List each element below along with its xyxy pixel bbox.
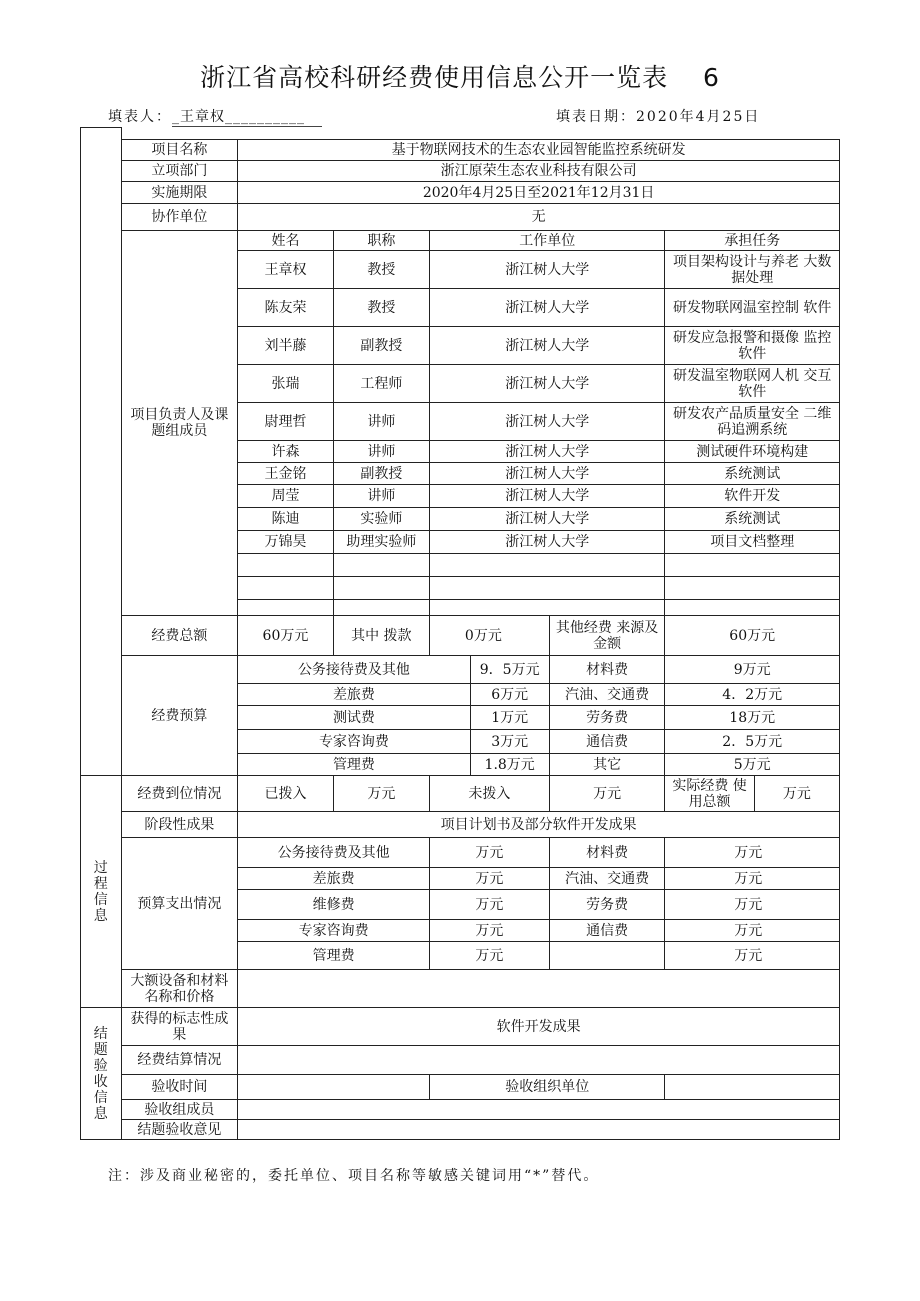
member-task: 项目文档整理 bbox=[665, 531, 840, 554]
member-unit: 浙江树人大学 bbox=[430, 441, 665, 463]
member-empty bbox=[333, 600, 429, 616]
date-line bbox=[556, 106, 760, 126]
spend-amount: 万元 bbox=[430, 838, 550, 868]
member-task: 项目架构设计与养老 大数据处理 bbox=[665, 251, 840, 289]
member-empty bbox=[238, 554, 333, 577]
member-title: 副教授 bbox=[333, 327, 429, 365]
paid-unit: 万元 bbox=[333, 776, 429, 812]
date-label: 填表日期： bbox=[556, 109, 636, 125]
member-unit: 浙江树人大学 bbox=[430, 327, 665, 365]
closing-side-text: 结 题 验 收 信 息 bbox=[93, 1025, 108, 1122]
budget-item: 其它 bbox=[549, 754, 665, 776]
member-title: 助理实验师 bbox=[333, 531, 429, 554]
member-title: 讲师 bbox=[333, 403, 429, 441]
budget-amount: 9．5万元 bbox=[470, 656, 549, 684]
member-title: 教授 bbox=[333, 251, 429, 289]
coop-label: 协作单位 bbox=[121, 204, 238, 231]
opinion-value bbox=[238, 1120, 840, 1140]
spend-item: 通信费 bbox=[549, 920, 665, 942]
accept-members-label: 验收组成员 bbox=[121, 1100, 238, 1120]
member-task: 软件开发 bbox=[665, 485, 840, 508]
member-empty bbox=[665, 600, 840, 616]
spend-item: 差旅费 bbox=[238, 868, 430, 890]
spend-amount: 万元 bbox=[665, 838, 840, 868]
stage-value: 项目计划书及部分软件开发成果 bbox=[238, 812, 840, 838]
spend-item: 专家咨询费 bbox=[238, 920, 430, 942]
spend-item: 材料费 bbox=[549, 838, 665, 868]
arrival-label: 经费到位情况 bbox=[121, 776, 238, 812]
unpaid-unit: 万元 bbox=[549, 776, 665, 812]
accept-members-value bbox=[238, 1100, 840, 1120]
member-unit: 浙江树人大学 bbox=[430, 365, 665, 403]
member-task: 系统测试 bbox=[665, 508, 840, 531]
member-name: 尉理哲 bbox=[238, 403, 333, 441]
member-title: 教授 bbox=[333, 289, 429, 327]
budget-item: 测试费 bbox=[238, 706, 470, 730]
total-label: 经费总额 bbox=[121, 616, 238, 656]
other-label: 其他经费 来源及金额 bbox=[549, 616, 665, 656]
budget-amount: 6万元 bbox=[470, 684, 549, 706]
budget-amount: 1万元 bbox=[470, 706, 549, 730]
member-task: 研发农产品质量安全 二维码追溯系统 bbox=[665, 403, 840, 441]
filler-line bbox=[108, 106, 322, 127]
result-label: 获得的标志性成果 bbox=[121, 1008, 238, 1046]
member-header-unit: 工作单位 bbox=[430, 231, 665, 251]
alloc-value: 0万元 bbox=[430, 616, 550, 656]
spend-amount: 万元 bbox=[665, 868, 840, 890]
member-name: 许森 bbox=[238, 441, 333, 463]
equip-label: 大额设备和材料名称和价格 bbox=[121, 970, 238, 1008]
dept-value: 浙江原荣生态农业科技有限公司 bbox=[238, 161, 840, 182]
member-task: 研发温室物联网人机 交互软件 bbox=[665, 365, 840, 403]
time-label: 验收时间 bbox=[121, 1075, 238, 1100]
spacer-cell bbox=[121, 128, 839, 140]
member-title: 工程师 bbox=[333, 365, 429, 403]
budget-item: 管理费 bbox=[238, 754, 470, 776]
member-empty bbox=[665, 577, 840, 600]
actual-unit: 万元 bbox=[754, 776, 839, 812]
spend-item: 管理费 bbox=[238, 942, 430, 970]
equip-value bbox=[238, 970, 840, 1008]
budget-amount: 2．5万元 bbox=[665, 730, 840, 754]
member-name: 周莹 bbox=[238, 485, 333, 508]
settle-label: 经费结算情况 bbox=[121, 1046, 238, 1075]
members-label: 项目负责人及课题组成员 bbox=[121, 231, 238, 616]
other-value: 60万元 bbox=[665, 616, 840, 656]
project-name: 基于物联网技术的生态农业园智能监控系统研发 bbox=[238, 140, 840, 161]
budget-amount: 5万元 bbox=[665, 754, 840, 776]
member-name: 陈迪 bbox=[238, 508, 333, 531]
filler-label: 填表人： bbox=[108, 109, 172, 125]
date-value: 2020年4月25日 bbox=[636, 109, 761, 125]
spend-amount: 万元 bbox=[665, 920, 840, 942]
total-value: 60万元 bbox=[238, 616, 333, 656]
member-title: 讲师 bbox=[333, 485, 429, 508]
org-value bbox=[665, 1075, 840, 1100]
member-unit: 浙江树人大学 bbox=[430, 289, 665, 327]
spend-amount: 万元 bbox=[430, 920, 550, 942]
member-header-name: 姓名 bbox=[238, 231, 333, 251]
process-side-text: 过 程 信 息 bbox=[93, 859, 108, 924]
member-empty bbox=[430, 600, 665, 616]
member-name: 张瑞 bbox=[238, 365, 333, 403]
member-empty bbox=[333, 577, 429, 600]
member-title: 副教授 bbox=[333, 463, 429, 485]
member-name: 刘半藤 bbox=[238, 327, 333, 365]
actual-label: 实际经费 使用总额 bbox=[665, 776, 754, 812]
member-unit: 浙江树人大学 bbox=[430, 403, 665, 441]
budget-item: 劳务费 bbox=[549, 706, 665, 730]
member-empty bbox=[333, 554, 429, 577]
opinion-label: 结题验收意见 bbox=[121, 1120, 238, 1140]
member-title: 讲师 bbox=[333, 441, 429, 463]
settle-value bbox=[238, 1046, 840, 1075]
member-name: 万锦昊 bbox=[238, 531, 333, 554]
budget-item: 通信费 bbox=[549, 730, 665, 754]
member-empty bbox=[238, 600, 333, 616]
member-task: 研发物联网温室控制 软件 bbox=[665, 289, 840, 327]
member-empty bbox=[430, 577, 665, 600]
budget-amount: 3万元 bbox=[470, 730, 549, 754]
budget-item: 差旅费 bbox=[238, 684, 470, 706]
budget-label: 经费预算 bbox=[121, 656, 238, 776]
spend-item: 维修费 bbox=[238, 890, 430, 920]
member-header-task: 承担任务 bbox=[665, 231, 840, 251]
dept-label: 立项部门 bbox=[121, 161, 238, 182]
member-name: 陈友荣 bbox=[238, 289, 333, 327]
spend-label: 预算支出情况 bbox=[121, 838, 238, 970]
member-unit: 浙江树人大学 bbox=[430, 531, 665, 554]
org-label: 验收组织单位 bbox=[430, 1075, 665, 1100]
budget-amount: 4．2万元 bbox=[665, 684, 840, 706]
budget-amount: 9万元 bbox=[665, 656, 840, 684]
member-empty bbox=[665, 554, 840, 577]
budget-item: 汽油、交通费 bbox=[549, 684, 665, 706]
time-value bbox=[238, 1075, 430, 1100]
period-value: 2020年4月25日至2021年12月31日 bbox=[238, 182, 840, 204]
member-task: 研发应急报警和摄像 监控软件 bbox=[665, 327, 840, 365]
member-unit: 浙江树人大学 bbox=[430, 508, 665, 531]
budget-item: 专家咨询费 bbox=[238, 730, 470, 754]
budget-item: 材料费 bbox=[549, 656, 665, 684]
member-header-title: 职称 bbox=[333, 231, 429, 251]
page-title: 浙江省高校科研经费使用信息公开一览表 6 bbox=[200, 63, 720, 92]
info-table bbox=[80, 127, 840, 1140]
footnote: 注：涉及商业秘密的，委托单位、项目名称等敏感关键词用“*”替代。 bbox=[108, 1168, 600, 1184]
coop-value: 无 bbox=[238, 204, 840, 231]
process-side-label bbox=[81, 776, 122, 1008]
member-unit: 浙江树人大学 bbox=[430, 463, 665, 485]
spend-amount: 万元 bbox=[430, 868, 550, 890]
unpaid-label: 未拨入 bbox=[430, 776, 550, 812]
budget-amount: 18万元 bbox=[665, 706, 840, 730]
member-task: 测试硬件环境构建 bbox=[665, 441, 840, 463]
stage-label: 阶段性成果 bbox=[121, 812, 238, 838]
spend-amount: 万元 bbox=[665, 942, 840, 970]
spend-item: 汽油、交通费 bbox=[549, 868, 665, 890]
member-name: 王金铭 bbox=[238, 463, 333, 485]
budget-amount: 1.8万元 bbox=[470, 754, 549, 776]
closing-side-label bbox=[81, 1008, 122, 1140]
result-value: 软件开发成果 bbox=[238, 1008, 840, 1046]
spend-item: 公务接待费及其他 bbox=[238, 838, 430, 868]
spend-item bbox=[549, 942, 665, 970]
paid-label: 已拨入 bbox=[238, 776, 333, 812]
alloc-label: 其中 拨款 bbox=[333, 616, 429, 656]
member-empty bbox=[238, 577, 333, 600]
project-name-label: 项目名称 bbox=[121, 140, 238, 161]
member-unit: 浙江树人大学 bbox=[430, 251, 665, 289]
budget-item: 公务接待费及其他 bbox=[238, 656, 470, 684]
spend-amount: 万元 bbox=[430, 942, 550, 970]
member-empty bbox=[430, 554, 665, 577]
filler-name: _王章权__________ bbox=[172, 106, 322, 127]
member-name: 王章权 bbox=[238, 251, 333, 289]
period-label: 实施期限 bbox=[121, 182, 238, 204]
spend-item: 劳务费 bbox=[549, 890, 665, 920]
member-unit: 浙江树人大学 bbox=[430, 485, 665, 508]
member-title: 实验师 bbox=[333, 508, 429, 531]
spend-amount: 万元 bbox=[430, 890, 550, 920]
basic-side-cell bbox=[81, 128, 122, 776]
member-task: 系统测试 bbox=[665, 463, 840, 485]
spend-amount: 万元 bbox=[665, 890, 840, 920]
